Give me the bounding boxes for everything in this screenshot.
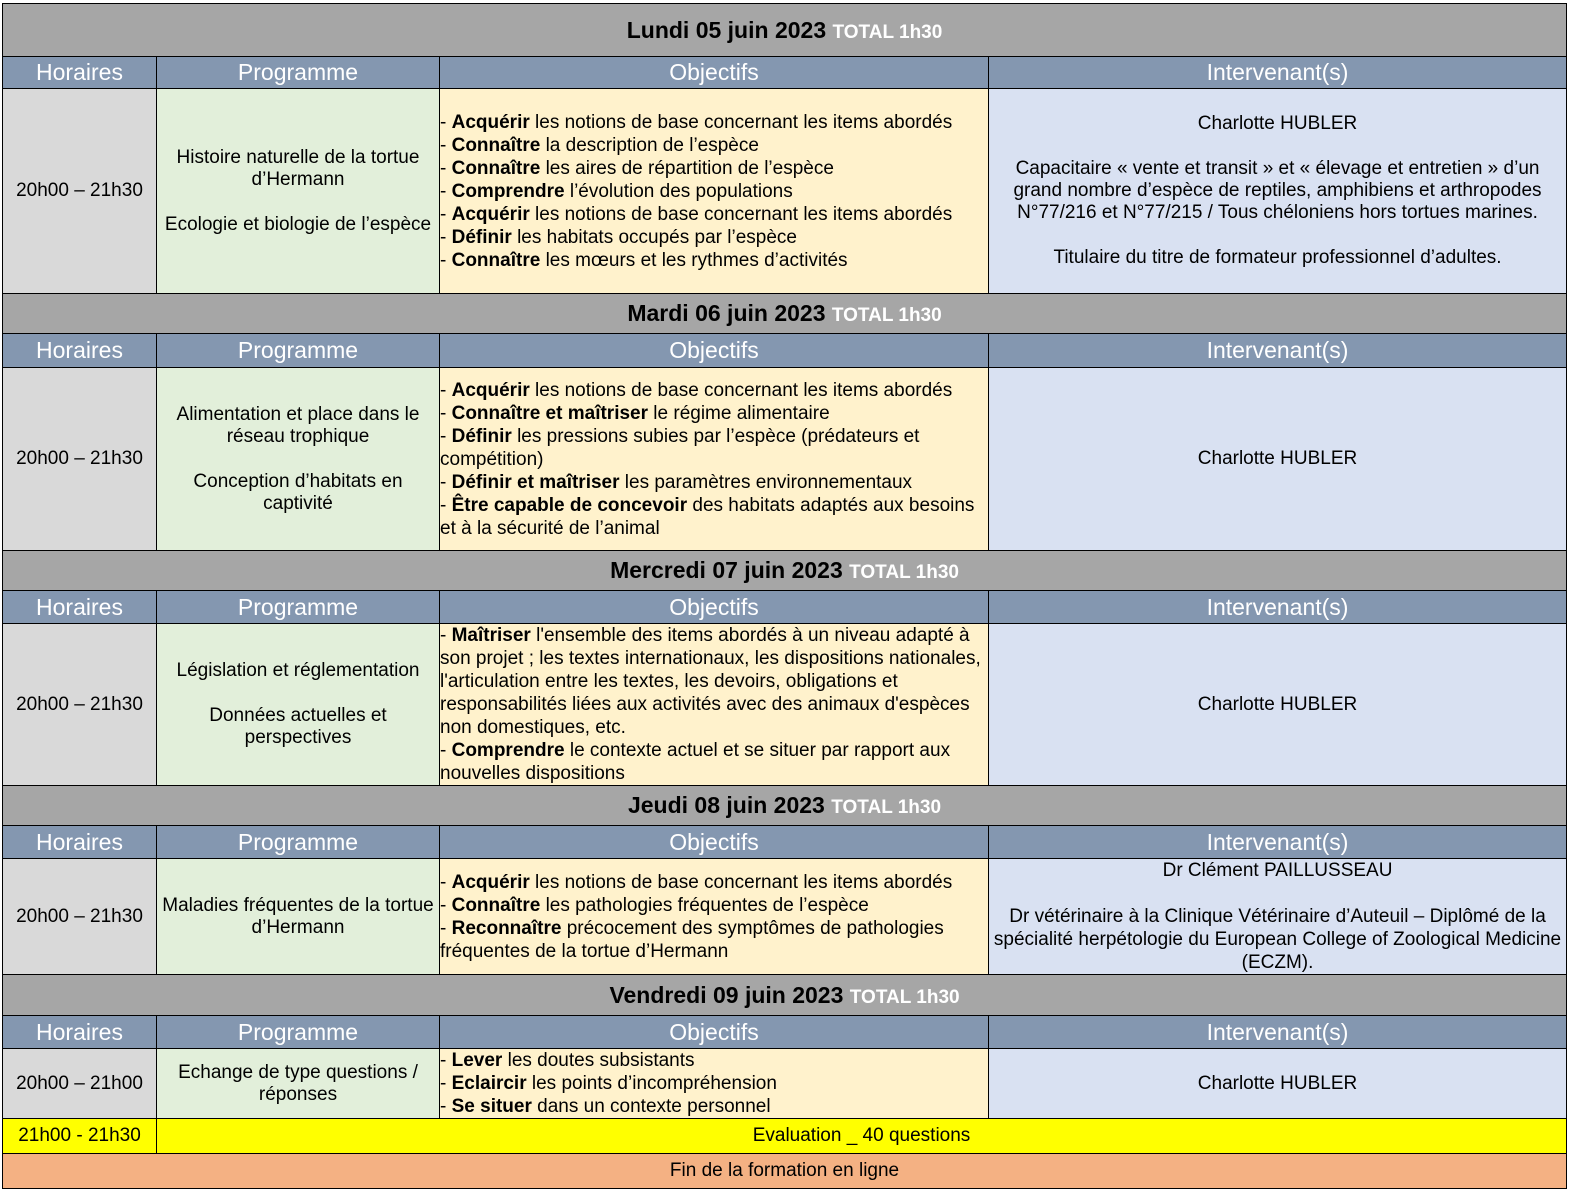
header-programme: Programme [157,826,440,859]
header-programme: Programme [157,57,440,89]
intervenant-detail: Capacitaire « vente et transit » et « élevage et entretien » d’un grand nombre d’espèce de reptiles, amphibiens et arthropodes N°77/216 et N°77/215 / Tous chéloniens hors tortues marines. [1013,158,1542,223]
session-objectives [440,859,989,975]
day-total: TOTAL 1h30 [832,21,943,43]
intervenant-name: Charlotte HUBLER [1197,448,1358,469]
objective-item: - Définir les habitats occupés par l’espèce [440,226,797,248]
session-objectives [440,368,989,551]
objective-item: - Définir et maîtriser les paramètres environnementaux [440,471,913,493]
programme-line: Histoire naturelle de la tortue d’Hermann [176,146,420,190]
day-title-cell [3,4,1567,57]
day-total: TOTAL 1h30 [831,305,942,326]
day-header [3,4,1567,57]
header-intervenants: Intervenant(s) [989,591,1567,624]
day-header [3,551,1567,591]
day-title: Lundi 05 juin 2023 [626,16,827,43]
day-title-cell [3,294,1567,334]
session-intervenant [989,89,1567,294]
objective-item: - Lever les doutes subsistants [440,1050,695,1071]
objective-item: - Être capable de concevoir des habitats adaptés aux besoins et à la sécurité de l’animal [440,494,975,539]
intervenant-name: Charlotte HUBLER [1197,113,1358,134]
session-objectives [440,89,989,294]
column-header-row [3,1016,1567,1049]
intervenant-detail: Titulaire du titre de formateur professionnel d’adultes. [1053,247,1502,268]
session-row [3,1049,1567,1119]
intervenant-name: Charlotte HUBLER [1197,693,1358,715]
header-intervenants: Intervenant(s) [989,334,1567,368]
day-title: Vendredi 09 juin 2023 [609,981,844,1008]
evaluation-label: Evaluation _ 40 questions [157,1119,1567,1154]
session-intervenant [989,1049,1567,1119]
objective-item: - Comprendre le contexte actuel et se situer par rapport aux nouvelles dispositions [440,740,951,784]
day-title: Mardi 06 juin 2023 [627,300,826,326]
session-time: 20h00 – 21h00 [3,1049,157,1119]
day-title-cell [3,786,1567,826]
column-header-row [3,826,1567,859]
objective-item: - Acquérir les notions de base concernant les items abordés [440,111,953,133]
day-title-cell [3,551,1567,591]
session-time: 20h00 – 21h30 [3,624,157,786]
column-header-row [3,591,1567,624]
programme-line: Conception d’habitats en captivité [193,470,403,514]
header-programme: Programme [157,334,440,368]
session-time: 20h00 – 21h30 [3,859,157,975]
session-objectives [440,1049,989,1119]
programme-line: Maladies fréquentes de la tortue d’Hermann [162,894,434,938]
day-header [3,294,1567,334]
session-objectives [440,624,989,786]
objective-item: - Acquérir les notions de base concernant les items abordés [440,203,953,225]
objective-item: - Se situer dans un contexte personnel [440,1096,771,1117]
session-intervenant [989,859,1567,975]
session-programme [157,1049,440,1119]
day-total: TOTAL 1h30 [849,986,960,1008]
session-programme [157,368,440,551]
schedule-body [3,4,1567,1189]
objective-item: - Connaître les pathologies fréquentes de l’espèce [440,894,869,916]
programme-line: Données actuelles et perspectives [209,705,387,748]
objective-item: - Maîtriser l'ensemble des items abordés à un niveau adapté à son projet ; les textes internationaux, les dispositions nationales, l'articulation entre les textes, les devoirs, obligations et responsabilités liées aux activités avec des animaux d'espèces non domestiques, etc. [440,625,981,738]
header-objectifs: Objectifs [440,1016,989,1049]
session-intervenant [989,624,1567,786]
intervenant-name: Charlotte HUBLER [1197,1072,1358,1094]
objective-item: - Connaître et maîtriser le régime alimentaire [440,402,830,424]
day-title-cell [3,975,1567,1016]
objective-item: - Connaître les aires de répartition de l’espèce [440,157,834,179]
day-total: TOTAL 1h30 [849,562,959,583]
session-programme [157,624,440,786]
day-header [3,786,1567,826]
header-objectifs: Objectifs [440,826,989,859]
programme-line: Echange de type questions / réponses [178,1061,418,1105]
header-horaires: Horaires [3,591,157,624]
objective-item: - Définir les pressions subies par l’espèce (prédateurs et compétition) [440,425,920,470]
session-time: 20h00 – 21h30 [3,89,157,294]
session-programme [157,89,440,294]
column-header-row [3,334,1567,368]
header-intervenants: Intervenant(s) [989,1016,1567,1049]
header-horaires: Horaires [3,334,157,368]
programme-line: Législation et réglementation [176,660,420,681]
session-row [3,89,1567,294]
objective-item: - Connaître les mœurs et les rythmes d’activités [440,249,848,271]
day-title: Jeudi 08 juin 2023 [627,792,825,818]
header-programme: Programme [157,1016,440,1049]
day-title: Mercredi 07 juin 2023 [610,557,843,583]
objective-item: - Eclaircir les points d’incompréhension [440,1073,777,1094]
header-horaires: Horaires [3,1016,157,1049]
column-header-row [3,57,1567,89]
header-objectifs: Objectifs [440,57,989,89]
day-header [3,975,1567,1016]
programme-line: Alimentation et place dans le réseau trophique [176,403,420,447]
objective-item: - Acquérir les notions de base concernant les items abordés [440,379,953,401]
footer-row [3,1154,1567,1189]
intervenant-name: Dr Clément PAILLUSSEAU [1162,860,1393,881]
header-objectifs: Objectifs [440,334,989,368]
header-horaires: Horaires [3,57,157,89]
session-row [3,368,1567,551]
header-horaires: Horaires [3,826,157,859]
header-programme: Programme [157,591,440,624]
objective-item: - Reconnaître précocement des symptômes de pathologies fréquentes de la tortue d’Hermann [440,917,944,962]
schedule-table [2,3,1567,1189]
evaluation-time: 21h00 - 21h30 [3,1119,157,1154]
header-objectifs: Objectifs [440,591,989,624]
session-row [3,859,1567,975]
header-intervenants: Intervenant(s) [989,57,1567,89]
intervenant-detail: Dr vétérinaire à la Clinique Vétérinaire d’Auteuil – Diplômé de la spécialité herpétologie du European College of Zoological Medicine (ECZM). [993,906,1562,973]
objective-item: - Acquérir les notions de base concernant les items abordés [440,871,953,893]
header-intervenants: Intervenant(s) [989,826,1567,859]
session-programme [157,859,440,975]
objective-item: - Connaître la description de l’espèce [440,134,759,156]
programme-line: Ecologie et biologie de l’espèce [164,213,432,235]
session-time: 20h00 – 21h30 [3,368,157,551]
day-total: TOTAL 1h30 [831,797,942,818]
session-intervenant [989,368,1567,551]
evaluation-row [3,1119,1567,1154]
footer-label: Fin de la formation en ligne [3,1154,1567,1189]
session-row [3,624,1567,786]
objective-item: - Comprendre l’évolution des populations [440,180,793,202]
